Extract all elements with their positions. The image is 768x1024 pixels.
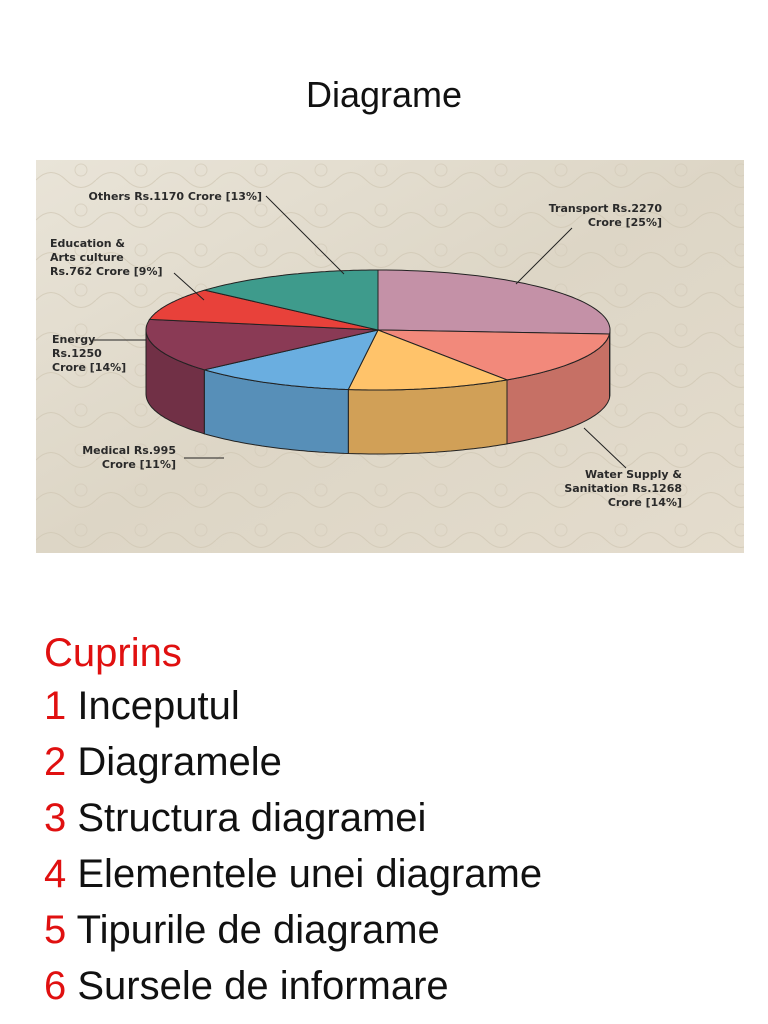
contents-item-number: 4: [44, 852, 67, 896]
contents-item-3: [44, 790, 744, 846]
pie-chart-image: [36, 160, 744, 553]
contents-item-6: [44, 958, 744, 1014]
callout-label-4: Rs.1250: [52, 347, 102, 360]
contents-item-5: [44, 902, 744, 958]
callout-label-2: Medical Rs.995: [82, 444, 176, 457]
contents-item-2: [44, 734, 744, 790]
contents-item-text: Tipurile de diagrame: [76, 908, 440, 952]
callout-label-2: Crore [11%]: [101, 458, 176, 471]
pie-chart: [36, 160, 744, 553]
contents-item-1: [44, 678, 744, 734]
contents-item-text: Sursele de informare: [77, 964, 449, 1008]
contents-item-text: Structura diagramei: [77, 796, 427, 840]
callout-label-0: Crore [25%]: [587, 216, 662, 229]
contents-list: [44, 628, 744, 1014]
callout-label-4: Energy: [52, 333, 96, 346]
contents-item-number: 5: [44, 908, 67, 952]
contents-item-text: Inceputul: [77, 684, 240, 728]
contents-heading: Cuprins: [44, 631, 182, 675]
pie-side-2: [348, 380, 507, 454]
callout-label-5: Education &: [50, 237, 126, 250]
contents-item-number: 3: [44, 796, 67, 840]
callout-label-4: Crore [14%]: [52, 361, 127, 374]
callout-label-0: Transport Rs.2270: [548, 202, 662, 215]
slide-title: Diagrame: [305, 74, 463, 115]
contents-item-4: [44, 846, 744, 902]
contents-item-number: 2: [44, 740, 67, 784]
callout-label-1: Water Supply &: [584, 468, 682, 481]
callout-label-6: Others Rs.1170 Crore [13%]: [88, 190, 262, 203]
contents-item-text: Elementele unei diagrame: [77, 852, 543, 896]
callout-label-5: Arts culture: [50, 251, 124, 264]
contents-item-number: 1: [44, 684, 67, 728]
contents-item-number: 6: [44, 964, 67, 1008]
contents-item-text: Diagramele: [77, 740, 282, 784]
callout-label-5: Rs.762 Crore [9%]: [50, 265, 163, 278]
callout-label-1: Crore [14%]: [607, 496, 682, 509]
callout-label-1: Sanitation Rs.1268: [564, 482, 682, 495]
